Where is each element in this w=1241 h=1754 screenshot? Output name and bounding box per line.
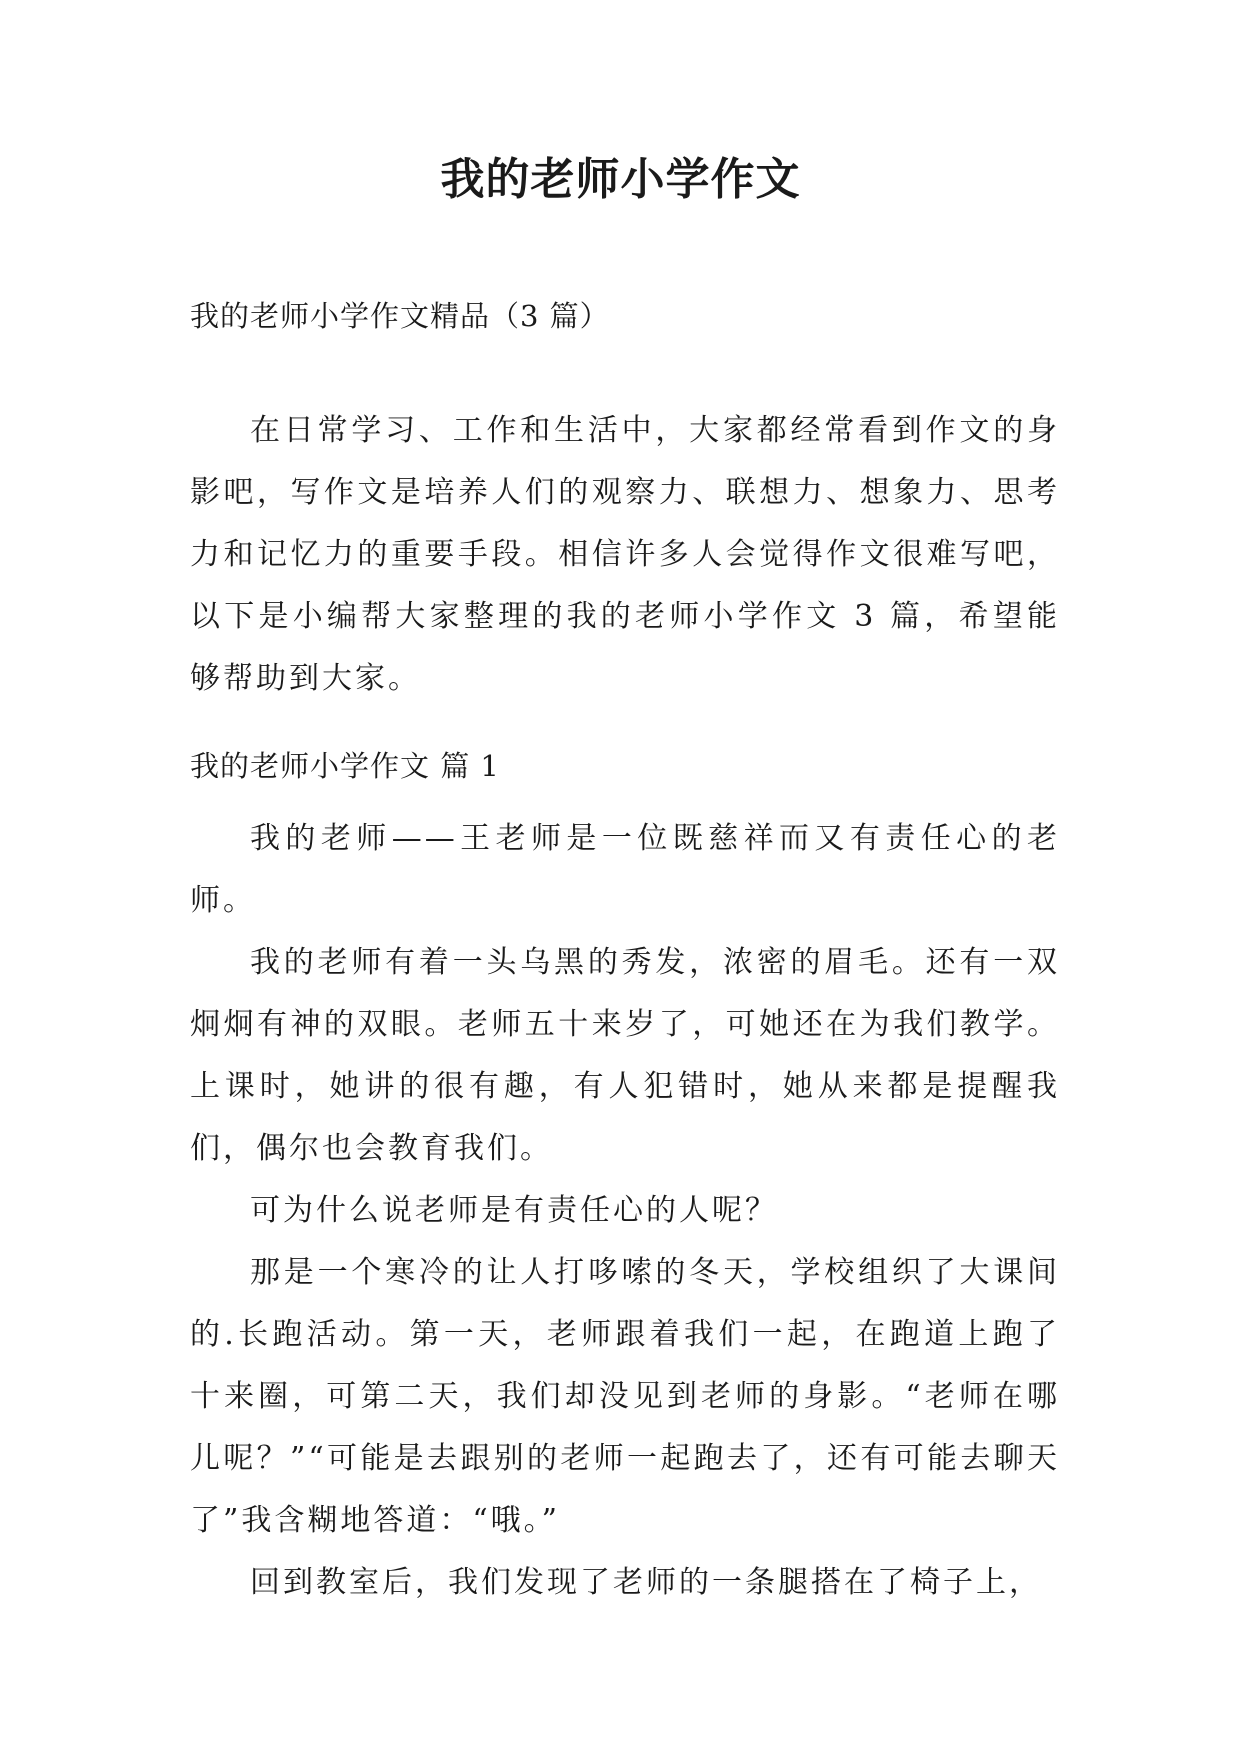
body-paragraph: 我的老师——王老师是一位既慈祥而又有责任心的老师。 (190, 821, 1060, 918)
body-paragraph: 我的老师有着一头乌黑的秀发，浓密的眉毛。还有一双炯炯有神的双眼。老师五十来岁了，可她还在为我们教学。上课时，她讲的很有趣，有人犯错时，她从来都是提醒我们，偶尔也会教育我们。 (190, 945, 1060, 1166)
body-paragraph: 回到教室后，我们发现了老师的一条腿搭在了椅子上， (250, 1565, 1042, 1600)
body-paragraph: 可为什么说老师是有责任心的人呢？ (250, 1193, 778, 1228)
intro-paragraph: 在日常学习、工作和生活中，大家都经常看到作文的身影吧，写作文是培养人们的观察力、联想力、想象力、思考力和记忆力的重要手段。相信许多人会觉得作文很难写吧，以下是小编帮大家整理的我的老师小学作文 3 篇，希望能够帮助到大家。 (190, 413, 1060, 696)
intro-block (190, 400, 1060, 710)
section-body (190, 808, 1060, 1614)
document-subtitle: 我的老师小学作文精品（3 篇） (190, 299, 610, 333)
body-paragraph: 那是一个寒冷的让人打哆嗦的冬天，学校组织了大课间的.长跑活动。第一天，老师跟着我们一起，在跑道上跑了十来圈，可第二天，我们却没见到老师的身影。“老师在哪儿呢？”“可能是去跟别的老师一起跑去了，还有可能去聊天了”我含糊地答道：“哦。” (190, 1255, 1060, 1538)
section-heading: 我的老师小学作文 篇 1 (190, 749, 500, 783)
document-title: 我的老师小学作文 (440, 154, 801, 205)
